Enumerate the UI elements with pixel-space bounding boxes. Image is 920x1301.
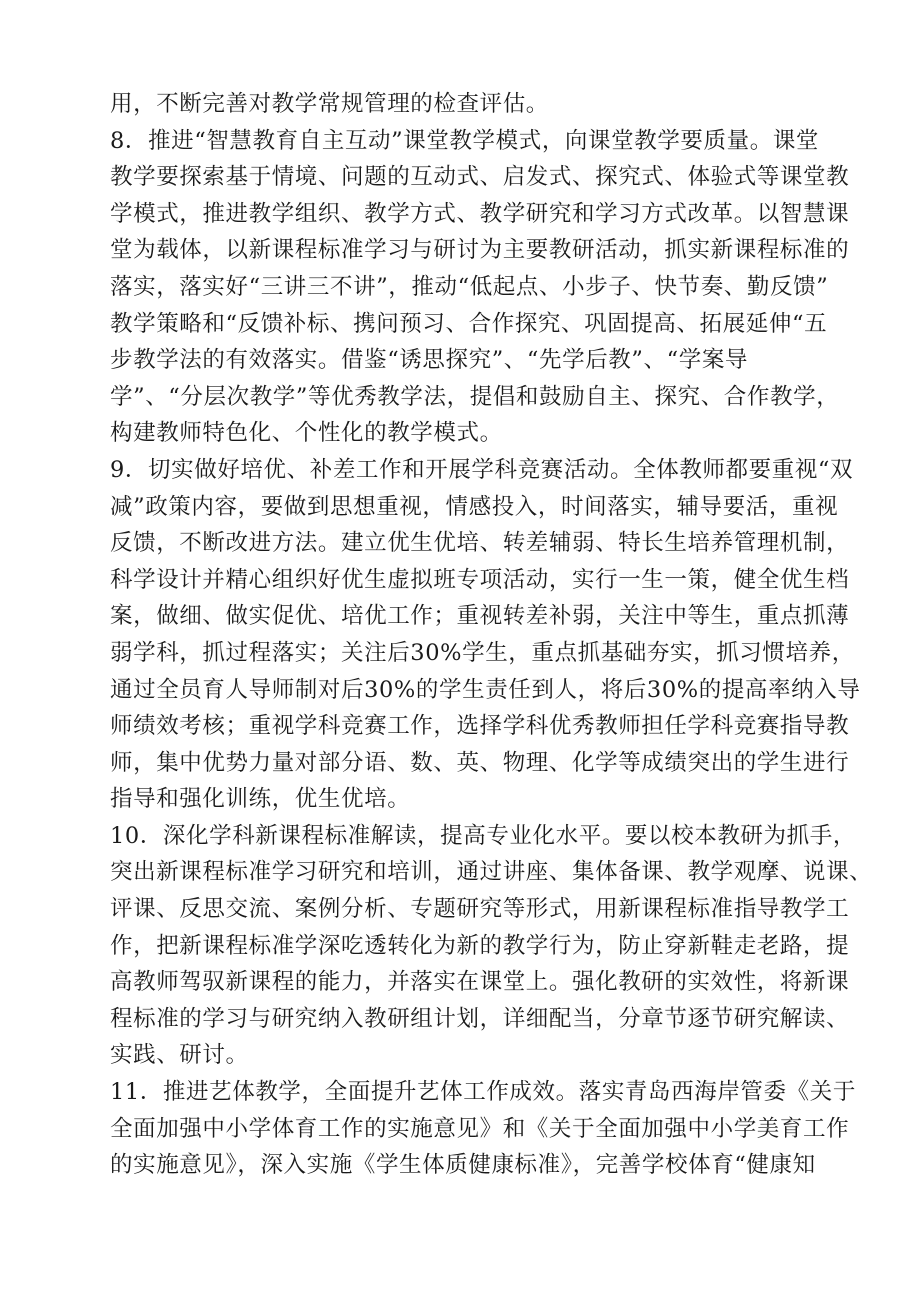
text-line: 突出新课程标准学习研究和培训，通过讲座、集体备课、教学观摩、说课、 <box>110 859 873 886</box>
text-line: 的实施意见》，深入实施《学生体质健康标准》，完善学校体育“健康知 <box>110 1152 816 1179</box>
text-line: 师绩效考核；重视学科竞赛工作，选择学科优秀教师担任学科竞赛指导教 <box>110 713 850 740</box>
text-line: 学模式，推进教学组织、教学方式、教学研究和学习方式改革。以智慧课 <box>110 200 850 227</box>
text-line: 实践、研讨。 <box>110 1042 249 1069</box>
text-line: 弱学科，抓过程落实；关注后30%学生，重点抓基础夯实，抓习惯培养， <box>110 639 855 666</box>
text-line: 程标准的学习与研究纳入教研组计划，详细配当，分章节逐节研究解读、 <box>110 1005 850 1032</box>
text-line: 全面加强中小学体育工作的实施意见》和《关于全面加强中小学美育工作 <box>110 1115 850 1142</box>
text-line: 教学要探索基于情境、问题的互动式、启发式、探究式、体验式等课堂教 <box>110 164 850 191</box>
text-line: 堂为载体，以新课程标准学习与研讨为主要教研活动，抓实新课程标准的 <box>110 237 850 264</box>
text-line: 师，集中优势力量对部分语、数、英、物理、化学等成绩突出的学生进行 <box>110 749 850 776</box>
text-line: 案，做细、做实促优、培优工作；重视转差补弱，关注中等生，重点抓薄 <box>110 603 850 630</box>
document-body <box>110 86 873 1184</box>
text-line: 科学设计并精心组织好优生虚拟班专项活动，实行一生一策，健全优生档 <box>110 566 850 593</box>
text-line: 高教师驾驭新课程的能力，并落实在课堂上。强化教研的实效性，将新课 <box>110 969 850 996</box>
text-line: 通过全员育人导师制对后30%的学生责任到人，将后30%的提高率纳入导 <box>110 676 861 703</box>
text-line: 学”、“分层次教学”等优秀教学法，提倡和鼓励自主、探究、合作教学， <box>110 383 840 410</box>
text-line: 构建教师特色化、个性化的教学模式。 <box>110 420 503 447</box>
text-line: 落实，落实好“三讲三不讲”，推动“低起点、小步子、快节奏、勤反馈” <box>110 273 829 300</box>
text-line: 反馈，不断改进方法。建立优生优培、转差辅弱、特长生培养管理机制， <box>110 530 850 557</box>
text-line: 8．推进“智慧教育自主互动”课堂教学模式，向课堂教学要质量。课堂 <box>110 127 820 154</box>
text-line: 11．推进艺体教学，全面提升艺体工作成效。落实青岛西海岸管委《关于 <box>110 1079 856 1106</box>
text-line: 用，不断完善对教学常规管理的检查评估。 <box>110 91 549 117</box>
text-line: 作，把新课程标准学深吃透转化为新的教学行为，防止穿新鞋走老路，提 <box>110 932 850 959</box>
text-line: 步教学法的有效落实。借鉴“诱思探究”、“先学后教”、“学案导 <box>110 347 749 374</box>
text-line: 9．切实做好培优、补差工作和开展学科竞赛活动。全体教师都要重视“双 <box>110 456 854 483</box>
text-line: 评课、反思交流、案例分析、专题研究等形式，用新课程标准指导教学工 <box>110 896 850 923</box>
text-line: 10．深化学科新课程标准解读，提高专业化水平。要以校本教研为抓手， <box>110 822 856 849</box>
text-line: 减”政策内容，要做到思想重视，情感投入，时间落实，辅导要活，重视 <box>110 493 839 520</box>
text-line: 教学策略和“反馈补标、携问预习、合作探究、巩固提高、拓展延伸“五 <box>110 310 828 337</box>
text-line: 指导和强化训练，优生优培。 <box>110 786 411 813</box>
